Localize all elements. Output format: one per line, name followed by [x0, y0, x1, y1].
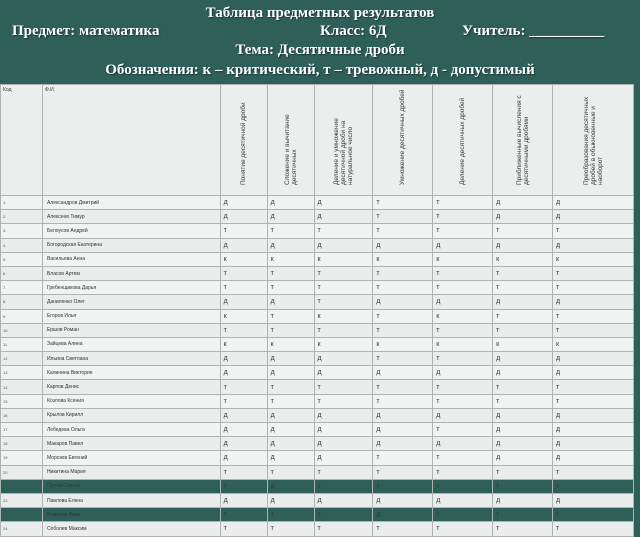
- result-cell: т: [267, 508, 314, 522]
- result-cell: т: [373, 451, 433, 465]
- student-name: Макаров Павел: [42, 437, 220, 451]
- student-name: Богородская Екатерина: [42, 238, 220, 252]
- result-cell: т: [433, 196, 493, 210]
- row-number: 7.: [1, 281, 43, 295]
- student-name: Карпов Денис: [42, 380, 220, 394]
- result-cell: т: [433, 210, 493, 224]
- result-cell: т: [493, 479, 553, 493]
- result-cell: т: [433, 508, 493, 522]
- result-cell: д: [373, 366, 433, 380]
- result-cell: д: [220, 366, 267, 380]
- result-cell: т: [373, 479, 433, 493]
- row-number: 2.: [1, 210, 43, 224]
- row-number: 18.: [1, 437, 43, 451]
- student-name: Власов Артем: [42, 266, 220, 280]
- result-cell: т: [314, 380, 373, 394]
- table-row: [1, 252, 634, 266]
- student-name: Крылов Кирилл: [42, 408, 220, 422]
- result-cell: т: [373, 224, 433, 238]
- result-cell: д: [220, 451, 267, 465]
- result-cell: т: [373, 352, 433, 366]
- result-cell: д: [373, 408, 433, 422]
- result-cell: д: [314, 366, 373, 380]
- result-cell: д: [267, 437, 314, 451]
- result-cell: д: [220, 196, 267, 210]
- result-cell: т: [220, 465, 267, 479]
- column-header-label: Деление десятичных дробей: [459, 97, 467, 185]
- result-cell: к: [493, 252, 553, 266]
- result-cell: к: [220, 309, 267, 323]
- class-label: Класс: 6Д: [320, 23, 387, 39]
- student-name: Зайцева Алина: [42, 337, 220, 351]
- result-cell: к: [314, 337, 373, 351]
- result-cell: т: [433, 224, 493, 238]
- result-cell: т: [553, 281, 634, 295]
- result-cell: т: [220, 281, 267, 295]
- result-cell: к: [553, 252, 634, 266]
- result-cell: д: [267, 196, 314, 210]
- result-cell: д: [553, 210, 634, 224]
- result-cell: т: [553, 224, 634, 238]
- slide-header: [0, 0, 640, 84]
- result-cell: т: [267, 394, 314, 408]
- result-cell: т: [314, 295, 373, 309]
- result-cell: т: [373, 394, 433, 408]
- column-header: [373, 85, 433, 196]
- result-cell: т: [220, 266, 267, 280]
- row-number: 4.: [1, 238, 43, 252]
- table-row: [1, 323, 634, 337]
- row-number: 20.: [1, 465, 43, 479]
- result-cell: т: [553, 323, 634, 337]
- result-cell: д: [373, 508, 433, 522]
- results-table: [0, 84, 634, 537]
- result-cell: д: [493, 408, 553, 422]
- student-name: Васильева Анна: [42, 252, 220, 266]
- column-header: [493, 85, 553, 196]
- result-cell: т: [553, 522, 634, 536]
- result-cell: д: [433, 238, 493, 252]
- result-cell: т: [267, 465, 314, 479]
- result-cell: д: [553, 408, 634, 422]
- result-cell: д: [373, 238, 433, 252]
- result-cell: д: [267, 493, 314, 507]
- table-row: [1, 224, 634, 238]
- result-cell: т: [433, 465, 493, 479]
- result-cell: д: [493, 493, 553, 507]
- result-cell: т: [553, 309, 634, 323]
- result-cell: т: [433, 522, 493, 536]
- result-cell: д: [433, 437, 493, 451]
- result-cell: т: [220, 394, 267, 408]
- result-cell: д: [220, 423, 267, 437]
- result-cell: д: [314, 437, 373, 451]
- table-row: [1, 437, 634, 451]
- result-cell: к: [433, 252, 493, 266]
- result-cell: д: [553, 423, 634, 437]
- table-row: [1, 295, 634, 309]
- table-row: [1, 423, 634, 437]
- result-cell: т: [493, 465, 553, 479]
- result-cell: д: [433, 493, 493, 507]
- result-cell: т: [373, 210, 433, 224]
- result-cell: т: [314, 281, 373, 295]
- row-number: 15.: [1, 394, 43, 408]
- result-cell: д: [553, 366, 634, 380]
- result-cell: д: [493, 238, 553, 252]
- result-cell: т: [267, 323, 314, 337]
- table-row: [1, 266, 634, 280]
- column-header-label: Деление и умножение десятичной дроби на натуральное число: [332, 118, 354, 185]
- result-cell: д: [553, 352, 634, 366]
- row-number: 6.: [1, 266, 43, 280]
- table-header-row: [1, 85, 634, 196]
- result-cell: д: [220, 352, 267, 366]
- result-cell: д: [314, 423, 373, 437]
- page-title: Таблица предметных результатов: [205, 5, 435, 21]
- result-cell: т: [493, 309, 553, 323]
- result-cell: к: [267, 337, 314, 351]
- result-cell: д: [493, 196, 553, 210]
- result-cell: т: [267, 522, 314, 536]
- result-cell: т: [493, 224, 553, 238]
- result-cell: д: [267, 423, 314, 437]
- result-cell: т: [553, 465, 634, 479]
- result-cell: т: [314, 394, 373, 408]
- result-cell: т: [267, 224, 314, 238]
- result-cell: т: [493, 508, 553, 522]
- result-cell: д: [553, 451, 634, 465]
- result-cell: д: [267, 238, 314, 252]
- result-cell: т: [433, 394, 493, 408]
- result-cell: т: [373, 380, 433, 394]
- result-cell: т: [433, 266, 493, 280]
- result-cell: т: [373, 465, 433, 479]
- row-number: 14.: [1, 380, 43, 394]
- result-cell: т: [314, 266, 373, 280]
- result-cell: д: [267, 366, 314, 380]
- student-name: Козлова Ксения: [42, 394, 220, 408]
- table-row: [1, 196, 634, 210]
- result-cell: д: [493, 423, 553, 437]
- result-cell: т: [433, 380, 493, 394]
- row-number: 10.: [1, 323, 43, 337]
- result-cell: т: [220, 479, 267, 493]
- row-number: 19.: [1, 451, 43, 465]
- student-name: Романов Иван: [42, 508, 220, 522]
- code-column-header: Код: [1, 85, 43, 196]
- table-row: [1, 479, 634, 493]
- result-cell: д: [267, 210, 314, 224]
- student-name: Ершов Роман: [42, 323, 220, 337]
- result-cell: д: [220, 295, 267, 309]
- result-cell: д: [553, 295, 634, 309]
- result-cell: к: [220, 337, 267, 351]
- row-number: 11.: [1, 337, 43, 351]
- table-row: [1, 493, 634, 507]
- result-cell: д: [373, 423, 433, 437]
- result-cell: т: [373, 522, 433, 536]
- column-header-label: Умножение десятичных дробей: [399, 89, 407, 185]
- result-cell: т: [314, 224, 373, 238]
- row-number: 21.: [1, 479, 43, 493]
- result-cell: т: [220, 323, 267, 337]
- result-cell: т: [553, 266, 634, 280]
- table-row: [1, 394, 634, 408]
- table-row: [1, 451, 634, 465]
- result-cell: т: [267, 266, 314, 280]
- result-cell: д: [553, 437, 634, 451]
- column-header: [220, 85, 267, 196]
- result-cell: д: [493, 437, 553, 451]
- result-cell: т: [373, 266, 433, 280]
- result-cell: т: [220, 508, 267, 522]
- result-cell: к: [553, 337, 634, 351]
- result-cell: т: [373, 196, 433, 210]
- row-number: 17.: [1, 423, 43, 437]
- student-name: Белоусов Андрей: [42, 224, 220, 238]
- result-cell: к: [493, 337, 553, 351]
- result-cell: д: [433, 366, 493, 380]
- student-name: Егоров Илья: [42, 309, 220, 323]
- result-cell: д: [314, 408, 373, 422]
- column-header-label: Понятие десятичной дроби: [240, 102, 248, 185]
- result-cell: т: [314, 465, 373, 479]
- result-cell: т: [373, 309, 433, 323]
- result-cell: д: [220, 437, 267, 451]
- result-cell: т: [220, 224, 267, 238]
- result-cell: к: [314, 309, 373, 323]
- table-row: [1, 408, 634, 422]
- table-row: [1, 210, 634, 224]
- result-cell: д: [493, 295, 553, 309]
- table-row: [1, 522, 634, 536]
- result-cell: д: [267, 479, 314, 493]
- result-cell: д: [373, 437, 433, 451]
- table-body: [1, 196, 634, 537]
- result-cell: т: [267, 281, 314, 295]
- row-number: 16.: [1, 408, 43, 422]
- result-cell: т: [493, 380, 553, 394]
- row-number: 13.: [1, 366, 43, 380]
- result-cell: д: [220, 210, 267, 224]
- table-row: [1, 352, 634, 366]
- result-cell: д: [433, 295, 493, 309]
- student-name: Соболев Максим: [42, 522, 220, 536]
- student-name: Калинина Виктория: [42, 366, 220, 380]
- row-number: 23.: [1, 508, 43, 522]
- result-cell: д: [493, 451, 553, 465]
- result-cell: т: [493, 266, 553, 280]
- result-cell: д: [267, 295, 314, 309]
- result-cell: д: [373, 493, 433, 507]
- column-header-label: Сложение и вычитание десятичных: [283, 114, 298, 185]
- result-cell: к: [373, 252, 433, 266]
- row-number: 22.: [1, 493, 43, 507]
- result-cell: к: [433, 309, 493, 323]
- student-name: Ильина Светлана: [42, 352, 220, 366]
- result-cell: д: [373, 295, 433, 309]
- row-number: 3.: [1, 224, 43, 238]
- result-cell: д: [314, 196, 373, 210]
- result-cell: т: [220, 380, 267, 394]
- student-name: Александров Дмитрий: [42, 196, 220, 210]
- row-number: 5.: [1, 252, 43, 266]
- result-cell: д: [493, 352, 553, 366]
- table-row: [1, 281, 634, 295]
- result-cell: д: [220, 408, 267, 422]
- result-cell: т: [493, 281, 553, 295]
- column-header-label: Приближенные вычисления с десятичными дробями: [515, 95, 530, 185]
- table-row: [1, 309, 634, 323]
- result-cell: т: [314, 479, 373, 493]
- result-cell: т: [314, 508, 373, 522]
- result-cell: д: [267, 451, 314, 465]
- table-row: [1, 508, 634, 522]
- result-cell: т: [553, 479, 634, 493]
- result-cell: к: [267, 252, 314, 266]
- result-cell: д: [433, 408, 493, 422]
- column-header: [267, 85, 314, 196]
- result-cell: т: [553, 380, 634, 394]
- result-cell: к: [433, 337, 493, 351]
- result-cell: т: [553, 394, 634, 408]
- result-cell: д: [553, 238, 634, 252]
- result-cell: т: [433, 423, 493, 437]
- column-header: [433, 85, 493, 196]
- column-header-label: Преобразования десятичных дробей в обыкновенные и наоборот: [582, 96, 604, 185]
- result-cell: д: [314, 451, 373, 465]
- column-header: [314, 85, 373, 196]
- result-cell: т: [220, 522, 267, 536]
- row-number: 12.: [1, 352, 43, 366]
- result-cell: д: [553, 493, 634, 507]
- row-number: 9.: [1, 309, 43, 323]
- result-cell: д: [314, 493, 373, 507]
- student-name: Морозов Евгений: [42, 451, 220, 465]
- row-number: 1.: [1, 196, 43, 210]
- result-cell: т: [493, 522, 553, 536]
- results-sheet: [0, 84, 634, 533]
- result-cell: д: [220, 238, 267, 252]
- student-name: Павлова Елена: [42, 493, 220, 507]
- result-cell: т: [433, 281, 493, 295]
- result-cell: т: [493, 323, 553, 337]
- result-cell: д: [314, 238, 373, 252]
- table-row: [1, 238, 634, 252]
- result-cell: т: [314, 323, 373, 337]
- result-cell: д: [220, 493, 267, 507]
- result-cell: т: [314, 522, 373, 536]
- result-cell: к: [314, 252, 373, 266]
- result-cell: т: [433, 451, 493, 465]
- student-name: Гребенщикова Дарья: [42, 281, 220, 295]
- name-column-header: Ф.И.: [42, 85, 220, 196]
- result-cell: т: [433, 352, 493, 366]
- teacher-label: Учитель: __________: [462, 23, 605, 39]
- legend-label: Обозначения: к – критический, т – тревожный, д - допустимый: [105, 62, 535, 78]
- table-row: [1, 337, 634, 351]
- result-cell: д: [267, 352, 314, 366]
- table-row: [1, 366, 634, 380]
- result-cell: т: [373, 281, 433, 295]
- result-cell: д: [553, 196, 634, 210]
- result-cell: т: [553, 508, 634, 522]
- result-cell: т: [267, 380, 314, 394]
- result-cell: д: [493, 210, 553, 224]
- result-cell: д: [314, 352, 373, 366]
- table-row: [1, 380, 634, 394]
- student-name: Орлов Сергей: [42, 479, 220, 493]
- result-cell: т: [433, 479, 493, 493]
- student-name: Алексеев Тимур: [42, 210, 220, 224]
- row-number: 8.: [1, 295, 43, 309]
- result-cell: д: [267, 408, 314, 422]
- row-number: 24.: [1, 522, 43, 536]
- result-cell: т: [433, 323, 493, 337]
- result-cell: д: [314, 210, 373, 224]
- result-cell: т: [373, 323, 433, 337]
- result-cell: к: [220, 252, 267, 266]
- topic-label: Тема: Десятичные дроби: [235, 42, 405, 58]
- result-cell: т: [493, 394, 553, 408]
- result-cell: т: [267, 309, 314, 323]
- student-name: Никитина Мария: [42, 465, 220, 479]
- result-cell: д: [493, 366, 553, 380]
- student-name: Даниленко Олег: [42, 295, 220, 309]
- table-row: [1, 465, 634, 479]
- student-name: Лебедева Ольга: [42, 423, 220, 437]
- column-header: [553, 85, 634, 196]
- subject-label: Предмет: математика: [12, 23, 160, 39]
- result-cell: к: [373, 337, 433, 351]
